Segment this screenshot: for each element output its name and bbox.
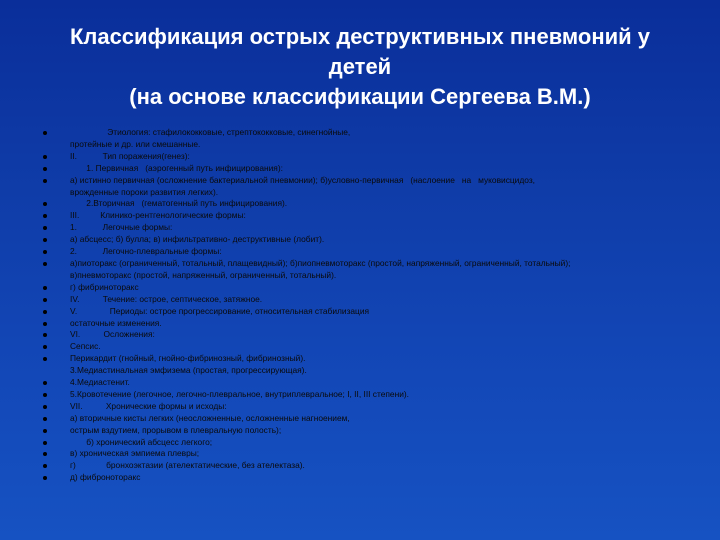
list-item — [43, 294, 683, 306]
list-item — [43, 151, 683, 163]
list-item — [43, 460, 683, 472]
list-item — [43, 448, 683, 460]
classification-list — [43, 127, 683, 484]
bullet-icon — [43, 155, 47, 159]
list-item — [43, 318, 683, 330]
bullet-icon — [43, 464, 47, 468]
bullet-icon — [43, 333, 47, 337]
list-item — [43, 329, 683, 341]
list-item — [43, 341, 683, 353]
list-item — [43, 437, 683, 449]
list-item — [43, 127, 683, 151]
bullet-icon — [43, 345, 47, 349]
list-item — [43, 389, 683, 401]
list-item — [43, 472, 683, 484]
bullet-icon — [43, 452, 47, 456]
list-item-text: VII. Хронические формы и исходы: — [70, 400, 227, 411]
list-item — [43, 198, 683, 210]
bullet-icon — [43, 405, 47, 409]
list-item-text: 1. Легочные формы: — [70, 222, 173, 233]
bullet-icon — [43, 417, 47, 421]
list-item — [43, 175, 683, 199]
list-item-text: г) фибриноторакс — [70, 281, 139, 292]
list-item-text: остаточные изменения. — [70, 317, 162, 328]
bullet-icon — [43, 179, 47, 183]
list-item — [43, 306, 683, 318]
list-item — [43, 282, 683, 294]
list-item-text: 2. Легочно-плевральные формы: — [70, 246, 222, 257]
list-item-text: г) бронхоэктазии (ателектатические, без ателектаза). — [70, 460, 305, 471]
list-item-text: а) вторичные кисты легких (неосложненные, осложненные нагноением, — [70, 412, 350, 423]
title-line-3: (на основе классификации Сергеева В.М.) — [129, 84, 591, 109]
bullet-icon — [43, 202, 47, 206]
title-line-1: Классификация острых деструктивных пневмоний у — [69, 24, 651, 49]
list-item-text: острым вздутием, прорывом в плевральную полость); — [70, 424, 282, 435]
list-item-text: а) истинно первичная (осложнение бактериальной пневмонии); б)условно-первичная (наслоение на муковисцидоз, врожденные пороки развития легких). — [70, 174, 535, 197]
bullet-icon — [43, 226, 47, 230]
bullet-icon — [43, 131, 47, 135]
bullet-icon — [43, 214, 47, 218]
list-item-text: VI. Осложнения: — [70, 329, 155, 340]
bullet-icon — [43, 167, 47, 171]
bullet-icon — [43, 441, 47, 445]
bullet-icon — [43, 476, 47, 480]
bullet-icon — [43, 322, 47, 326]
list-item-text: а) абсцесс; б) булла; в) инфильтративно- деструктивные (лобит). — [70, 234, 325, 245]
list-item-text: в) хроническая эмпиема плевры; — [70, 448, 200, 459]
slide-title — [30, 22, 690, 112]
list-item — [43, 377, 683, 389]
list-item — [43, 210, 683, 222]
list-item-text: д) фиброноторакс — [70, 472, 141, 483]
bullet-icon — [43, 357, 47, 361]
bullet-icon — [43, 310, 47, 314]
list-item-text: 2.Вторичная (гематогенный путь инфицирования). — [70, 198, 288, 209]
bullet-icon — [43, 429, 47, 433]
title-line-2: детей — [328, 54, 392, 79]
list-item-text: Перикардит (гнойный, гнойно-фибринозный, фибринозный). 3.Медиастинальная эмфизема (простая, прогрессирующая). — [70, 353, 307, 376]
bullet-icon — [43, 250, 47, 254]
list-item-text: II. Тип поражения(генез): — [70, 150, 190, 161]
list-item-text: б) хронический абсцесс легкого; — [70, 436, 213, 447]
list-item-text: Этиология: стафилококковые, стрептококковые, синегнойные, протейные и др. или смешанные. — [70, 127, 351, 149]
list-item — [43, 246, 683, 258]
list-item-text: III. Клинико-рентгенологические формы: — [70, 210, 246, 221]
list-item — [43, 425, 683, 437]
list-item-text: Сепсис. — [70, 341, 101, 352]
list-item — [43, 413, 683, 425]
bullet-icon — [43, 286, 47, 290]
bullet-icon — [43, 298, 47, 302]
list-item-text: 4.Медиастенит. — [70, 377, 130, 388]
bullet-icon — [43, 238, 47, 242]
list-item — [43, 353, 683, 377]
list-item-text: V. Периоды: острое прогрессирование, относительная стабилизация — [70, 305, 370, 316]
list-item — [43, 258, 683, 282]
list-item — [43, 222, 683, 234]
list-item-text: IV. Течение: острое, септическое, затяжное. — [70, 293, 263, 304]
list-item — [43, 401, 683, 413]
list-item-text: 1. Первичная (аэрогенный путь инфицирования): — [70, 162, 283, 173]
list-item — [43, 163, 683, 175]
list-item-text: а)пиоторакс (ограниченный, тотальный, плащевидный); б)пиопневмоторакс (простой, напряженный, ограниченный, тотальный); в)пневмоторакс (простой, напряженный, ограниченный, тотальный). — [70, 257, 571, 280]
bullet-icon — [43, 381, 47, 385]
list-item — [43, 234, 683, 246]
bullet-icon — [43, 262, 47, 266]
bullet-icon — [43, 393, 47, 397]
list-item-text: 5.Кровотечение (легочное, легочно-плевральное, внутриплевральное; I, II, III степени). — [70, 388, 410, 399]
